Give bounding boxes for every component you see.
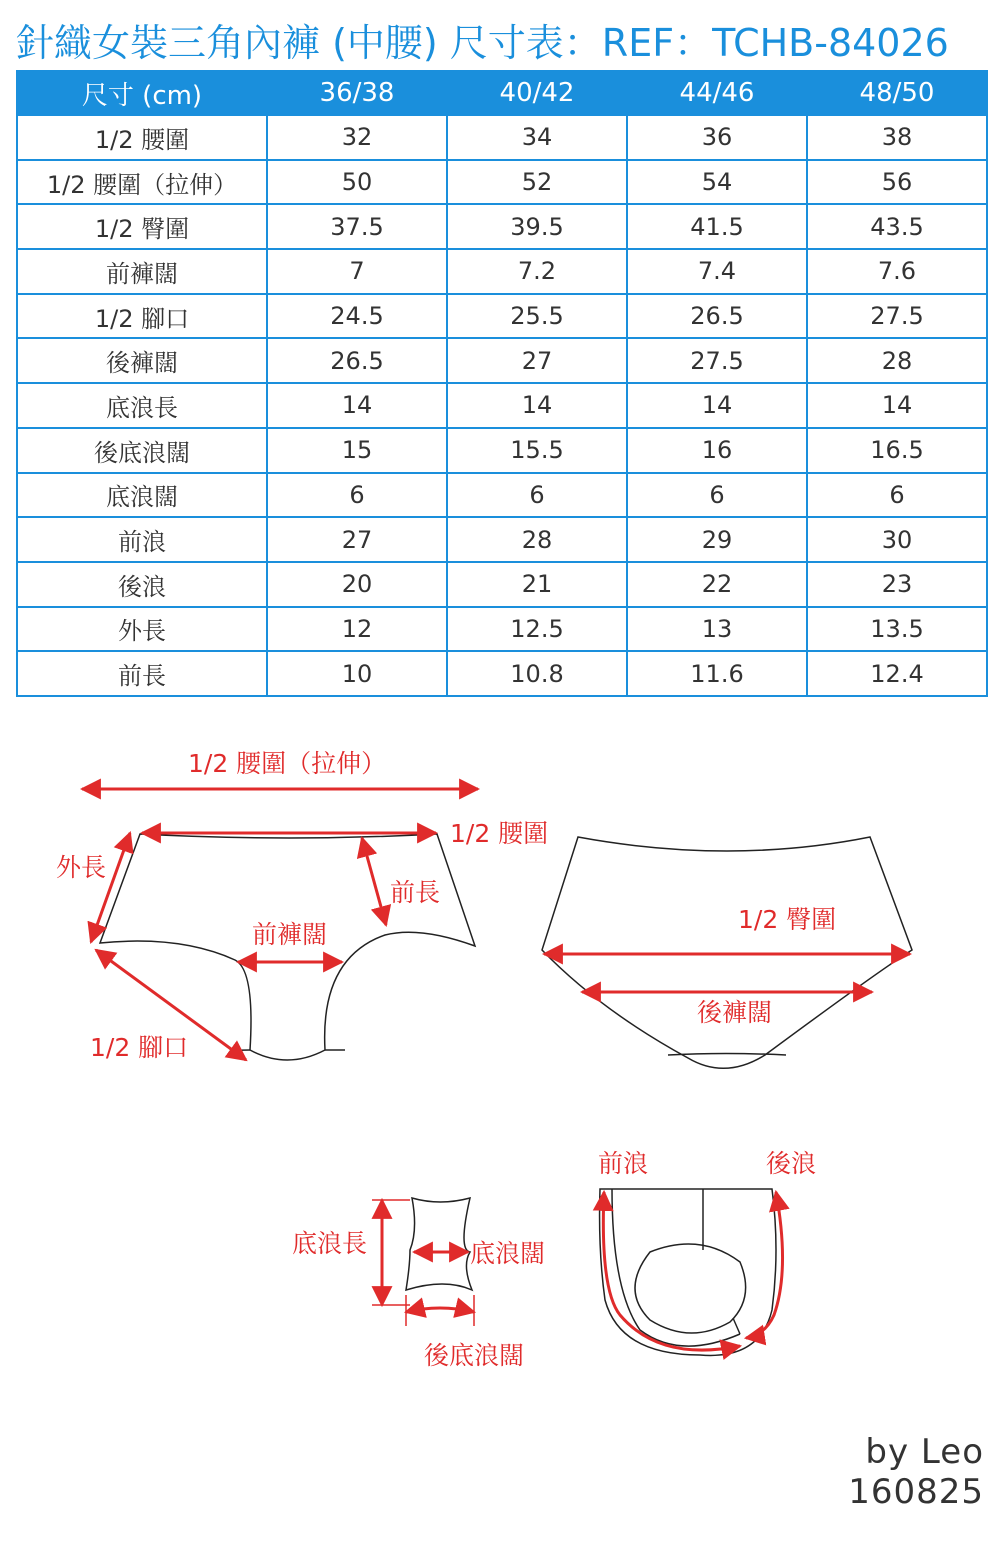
front-rise-arrow — [603, 1192, 740, 1350]
row-label: 後褲闊 — [17, 338, 267, 383]
table-cell: 6 — [447, 473, 627, 518]
table-cell: 56 — [807, 160, 987, 205]
label-front-length: 前長 — [390, 878, 441, 907]
table-header-row — [17, 71, 987, 115]
row-label: 前浪 — [17, 517, 267, 562]
size-chart-table — [16, 70, 988, 697]
credit-block — [848, 1432, 984, 1512]
table-cell: 7.4 — [627, 249, 807, 294]
table-cell: 32 — [267, 115, 447, 160]
table-cell: 34 — [447, 115, 627, 160]
table-cell: 15.5 — [447, 428, 627, 473]
table-cell: 14 — [267, 383, 447, 428]
label-back-crotch-width: 後底浪闊 — [424, 1341, 525, 1370]
table-cell: 23 — [807, 562, 987, 607]
table-cell: 43.5 — [807, 204, 987, 249]
table-cell: 27 — [267, 517, 447, 562]
row-label: 1/2 腳口 — [17, 294, 267, 339]
table-cell: 38 — [807, 115, 987, 160]
label-crotch-length: 底浪長 — [292, 1229, 368, 1258]
table-cell: 13 — [627, 607, 807, 652]
table-row — [17, 383, 987, 428]
header-size-44-46: 44/46 — [627, 71, 807, 115]
table-cell: 14 — [807, 383, 987, 428]
header-size-40-42: 40/42 — [447, 71, 627, 115]
table-row — [17, 204, 987, 249]
table-cell: 24.5 — [267, 294, 447, 339]
measurement-diagram — [0, 730, 1000, 1430]
back-crotch-width-arrow — [406, 1308, 474, 1312]
table-cell: 52 — [447, 160, 627, 205]
header-size-cm: 尺寸 (cm) — [17, 71, 267, 115]
table-row — [17, 517, 987, 562]
table-row — [17, 115, 987, 160]
table-row — [17, 473, 987, 518]
table-cell: 39.5 — [447, 204, 627, 249]
label-waist: 1/2 腰圍 — [450, 819, 549, 848]
label-waist-stretch: 1/2 腰圍（拉伸） — [188, 749, 387, 778]
table-cell: 27 — [447, 338, 627, 383]
label-back-width: 後褲闊 — [697, 998, 773, 1027]
table-row — [17, 249, 987, 294]
page-title: 針織女裝三角內褲 (中腰) 尺寸表：REF：TCHB-84026 — [16, 21, 949, 65]
back-rise-arrow — [746, 1192, 783, 1338]
table-cell: 28 — [447, 517, 627, 562]
front-length-arrow — [362, 838, 386, 925]
table-cell: 50 — [267, 160, 447, 205]
table-cell: 14 — [627, 383, 807, 428]
table-cell: 21 — [447, 562, 627, 607]
header-size-36-38: 36/38 — [267, 71, 447, 115]
label-crotch-width: 底浪闊 — [470, 1239, 546, 1268]
table-cell: 16.5 — [807, 428, 987, 473]
label-outer-length: 外長 — [56, 853, 107, 882]
label-leg-opening: 1/2 腳口 — [90, 1033, 189, 1062]
table-cell: 12.5 — [447, 607, 627, 652]
table-cell: 26.5 — [627, 294, 807, 339]
row-label: 後浪 — [17, 562, 267, 607]
table-cell: 28 — [807, 338, 987, 383]
row-label: 1/2 腰圍（拉伸） — [17, 160, 267, 205]
table-row — [17, 562, 987, 607]
table-cell: 26.5 — [267, 338, 447, 383]
table-cell: 15 — [267, 428, 447, 473]
table-cell: 6 — [267, 473, 447, 518]
label-front-width: 前褲闊 — [252, 920, 328, 949]
row-label: 1/2 腰圍 — [17, 115, 267, 160]
row-label: 底浪闊 — [17, 473, 267, 518]
label-hip: 1/2 臀圍 — [738, 905, 837, 934]
row-label: 後底浪闊 — [17, 428, 267, 473]
table-cell: 37.5 — [267, 204, 447, 249]
outer-length-arrow — [91, 833, 130, 942]
label-front-rise: 前浪 — [598, 1149, 649, 1178]
table-row — [17, 160, 987, 205]
table-cell: 7 — [267, 249, 447, 294]
table-cell: 10 — [267, 651, 447, 696]
table-cell: 6 — [627, 473, 807, 518]
table-cell: 36 — [627, 115, 807, 160]
table-row — [17, 651, 987, 696]
row-label: 1/2 臀圍 — [17, 204, 267, 249]
table-row — [17, 428, 987, 473]
table-cell: 14 — [447, 383, 627, 428]
table-row — [17, 607, 987, 652]
table-cell: 22 — [627, 562, 807, 607]
table-cell: 6 — [807, 473, 987, 518]
table-cell: 20 — [267, 562, 447, 607]
table-cell: 27.5 — [807, 294, 987, 339]
table-cell: 41.5 — [627, 204, 807, 249]
table-cell: 10.8 — [447, 651, 627, 696]
table-cell: 12.4 — [807, 651, 987, 696]
row-label: 底浪長 — [17, 383, 267, 428]
table-row — [17, 294, 987, 339]
table-cell: 54 — [627, 160, 807, 205]
rise-piece-outline — [600, 1189, 776, 1355]
label-back-rise: 後浪 — [766, 1149, 817, 1178]
table-cell: 29 — [627, 517, 807, 562]
row-label: 前長 — [17, 651, 267, 696]
table-cell: 7.2 — [447, 249, 627, 294]
table-cell: 11.6 — [627, 651, 807, 696]
header-size-48-50: 48/50 — [807, 71, 987, 115]
credit-code: 160825 — [848, 1472, 984, 1512]
table-cell: 30 — [807, 517, 987, 562]
table-row — [17, 338, 987, 383]
table-cell: 27.5 — [627, 338, 807, 383]
table-cell: 16 — [627, 428, 807, 473]
row-label: 前褲闊 — [17, 249, 267, 294]
row-label: 外長 — [17, 607, 267, 652]
crotch-piece-outline — [406, 1198, 472, 1290]
table-cell: 7.6 — [807, 249, 987, 294]
credit-author: by Leo — [865, 1432, 984, 1472]
table-cell: 25.5 — [447, 294, 627, 339]
table-cell: 12 — [267, 607, 447, 652]
table-cell: 13.5 — [807, 607, 987, 652]
